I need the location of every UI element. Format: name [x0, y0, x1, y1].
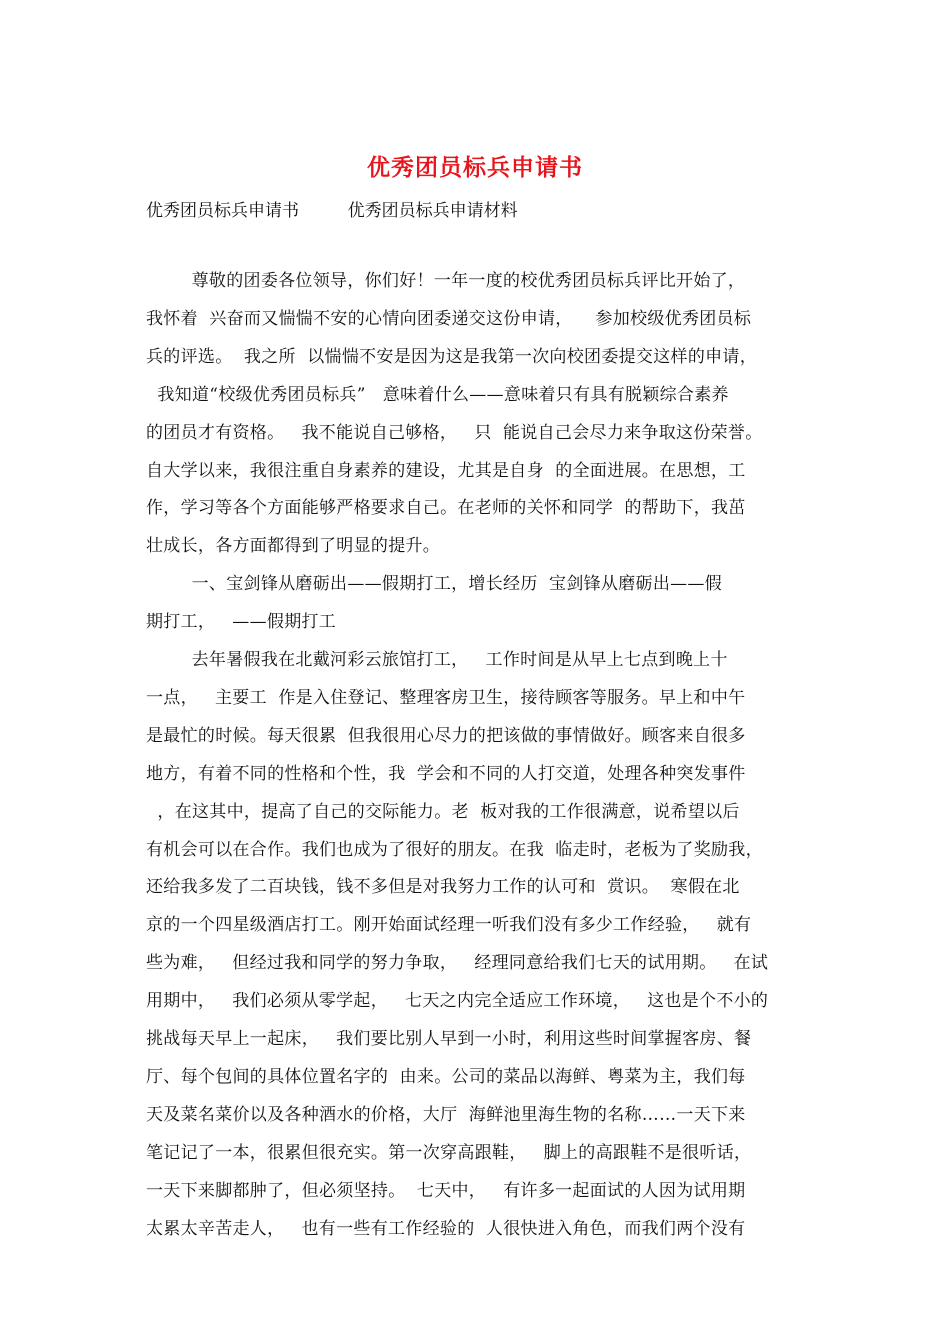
body-text-line: 挑战每天早上一起床， 我们要比别人早到一小时，利用这些时间掌握客房、餐 [146, 1029, 752, 1049]
document-subtitle: 优秀团员标兵申请书 优秀团员标兵申请材料 [146, 201, 518, 221]
document-title: 优秀团员标兵申请书 [367, 154, 583, 181]
body-text-line: 用期中， 我们必须从零学起， 七天之内完全适应工作环境， 这也是个不小的 [146, 991, 769, 1012]
body-text-line: 的团员才有资格。 我不能说自己够格， 只 能说自己会尽力来争取这份荣誉。 [146, 422, 763, 443]
body-text-line: 笔记记了一本，很累但很充实。第一次穿高跟鞋， 脚上的高跟鞋不是很听话， [146, 1142, 752, 1163]
body-text-line: 一、宝剑锋从磨砺出——假期打工，增长经历 宝剑锋从磨砺出——假 [146, 574, 723, 595]
body-text-line: 去年暑假我在北戴河彩云旅馆打工， 工作时间是从早上七点到晚上十 [146, 650, 728, 670]
body-text-line: 还给我多发了二百块钱，钱不多但是对我努力工作的认可和 赏识。 寒假在北 [146, 877, 740, 898]
body-text-line: 一点， 主要工 作是入住登记、整理客房卫生，接待顾客等服务。早上和中午 [146, 687, 746, 708]
body-text-line: 我知道“校级优秀团员标兵” 意味着什么——意味着只有具有脱颖综合素养 [146, 384, 729, 405]
body-text-line: 厅、每个包间的具体位置名字的 由来。公司的菜品以海鲜、粤菜为主，我们每 [146, 1066, 746, 1087]
body-text-line: 是最忙的时候。每天很累 但我很用心尽力的把该做的事情做好。顾客来自很多 [146, 725, 746, 746]
body-text-line: 京的一个四星级酒店打工。刚开始面试经理一听我们没有多少工作经验， 就有 [146, 915, 752, 936]
body-text-line: 我怀着 兴奋而又惴惴不安的心情向团委递交这份申请， 参加校级优秀团员标 [146, 308, 752, 329]
body-text-line: 有机会可以在合作。我们也成为了很好的朋友。在我 临走时，老板为了奖励我， [146, 839, 763, 860]
body-text-line: 作，学习等各个方面能够严格要求自己。在老师的关怀和同学 的帮助下，我茁 [146, 498, 746, 519]
body-text-line: 兵的评选。 我之所 以惴惴不安是因为这是我第一次向校团委提交这样的申请， [146, 346, 758, 367]
body-text-line: 太累太辛苦走人， 也有一些有工作经验的 人很快进入角色，而我们两个没有 [146, 1218, 746, 1239]
body-text-line: 地方，有着不同的性格和个性，我 学会和不同的人打交道，处理各种突发事件 [146, 763, 746, 784]
body-text-line: 尊敬的团委各位领导，你们好！一年一度的校优秀团员标兵评比开始了， [146, 271, 746, 291]
body-text-line: 些为难， 但经过我和同学的努力争取， 经理同意给我们七天的试用期。 在试 [146, 953, 769, 974]
body-text-line: ，在这其中，提高了自己的交际能力。老 板对我的工作很满意，说希望以后 [146, 801, 740, 822]
body-text-line: 壮成长，各方面都得到了明显的提升。 [146, 536, 441, 557]
body-text-line: 自大学以来，我很注重自身素养的建设，尤其是自身 的全面进展。在思想，工 [146, 460, 746, 481]
body-text-line: 期打工， ——假期打工 [146, 612, 337, 633]
body-text-line: 天及菜名菜价以及各种酒水的价格，大厅 海鲜池里海生物的名称……一天下来 [146, 1104, 746, 1125]
body-text-line: 一天下来脚都肿了，但必须坚持。 七天中， 有许多一起面试的人因为试用期 [146, 1180, 746, 1201]
